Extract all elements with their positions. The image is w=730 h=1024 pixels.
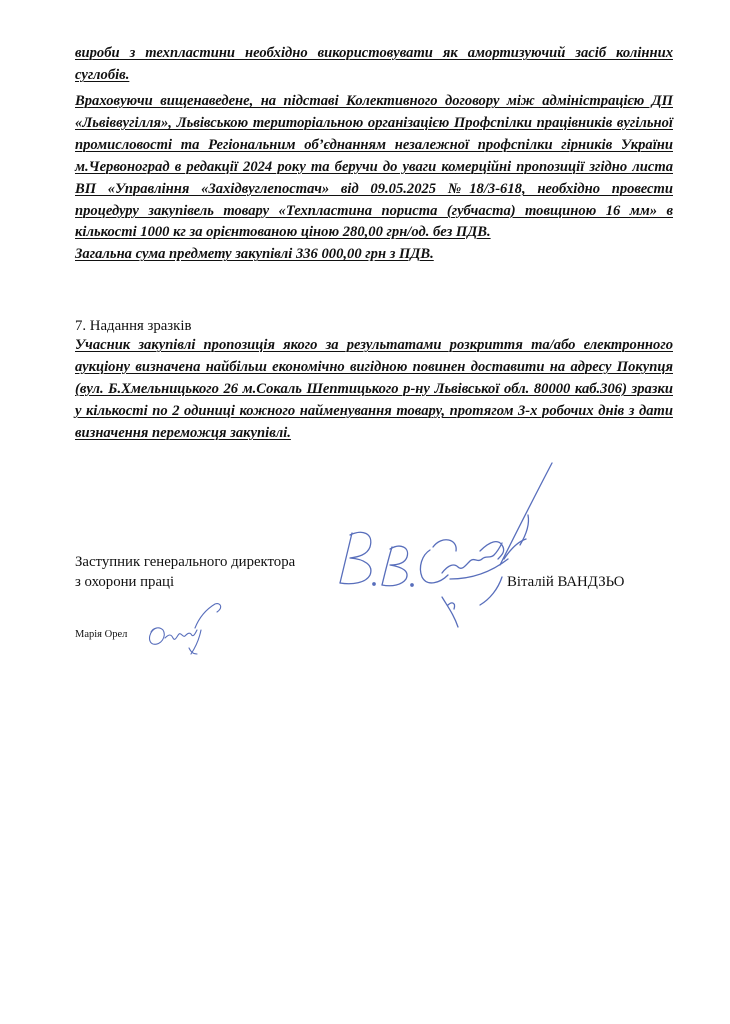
signatory-title [75,552,295,592]
intro-paragraph [75,43,673,87]
samples-paragraph [75,335,673,445]
section-7-heading: 7. Надання зразків [75,318,192,334]
signatory-name: Віталій ВАНДЗЬО [507,574,625,590]
main-paragraph [75,91,673,266]
intro-text: вироби з техпластини необхідно використовувати як амортизуючий засіб колінних суглобів. [75,45,673,83]
main-body-text: Враховуючи вищенаведене, на підставі Колективного договору між адміністрацією ДП «Львіввугілля», Львівською територіальною організацією Профспілки працівників вугільної промисловості та Регіональним об’єднанням незалежної профспілки гірників України м.Червоноград в редакції 2024 року та беручи до уваги комерційні пропозиції згідно листа ВП «Управління «Західвуглепостач» від 09.05.2025 №18/3-618, необхідно провести процедуру закупівель товару «Техпластина пориста (губчаста) товщиною 16 мм» в кількості 1000 кг за орієнтованою ціною 280,00 грн/од. без ПДВ. [75,93,673,241]
executor-signature [143,598,233,660]
samples-text: Учасник закупівлі пропозиція якого за результатами розкриття та/або електронного аукціону визначена найбільш економічно вигідною повинен доставити на адресу Покупця (вул. Б.Хмельницького 26 м.Сокаль Шептицького р-ну Львівської обл. 80000 каб.306) зразки у кількості по 2 одиниці кожного найменування товару, протягом 3-х робочих днів з дати визначення переможця закупівлі. [75,337,673,441]
signatory-title-line-2: з охорони праці [75,574,175,590]
director-signature [330,455,580,640]
executor-name: Марія Орел [75,629,128,640]
signatory-title-line-1: Заступник генерального директора [75,554,296,570]
total-sum-text: Загальна сума предмету закупівлі 336 000,00 грн з ПДВ. [75,246,434,263]
